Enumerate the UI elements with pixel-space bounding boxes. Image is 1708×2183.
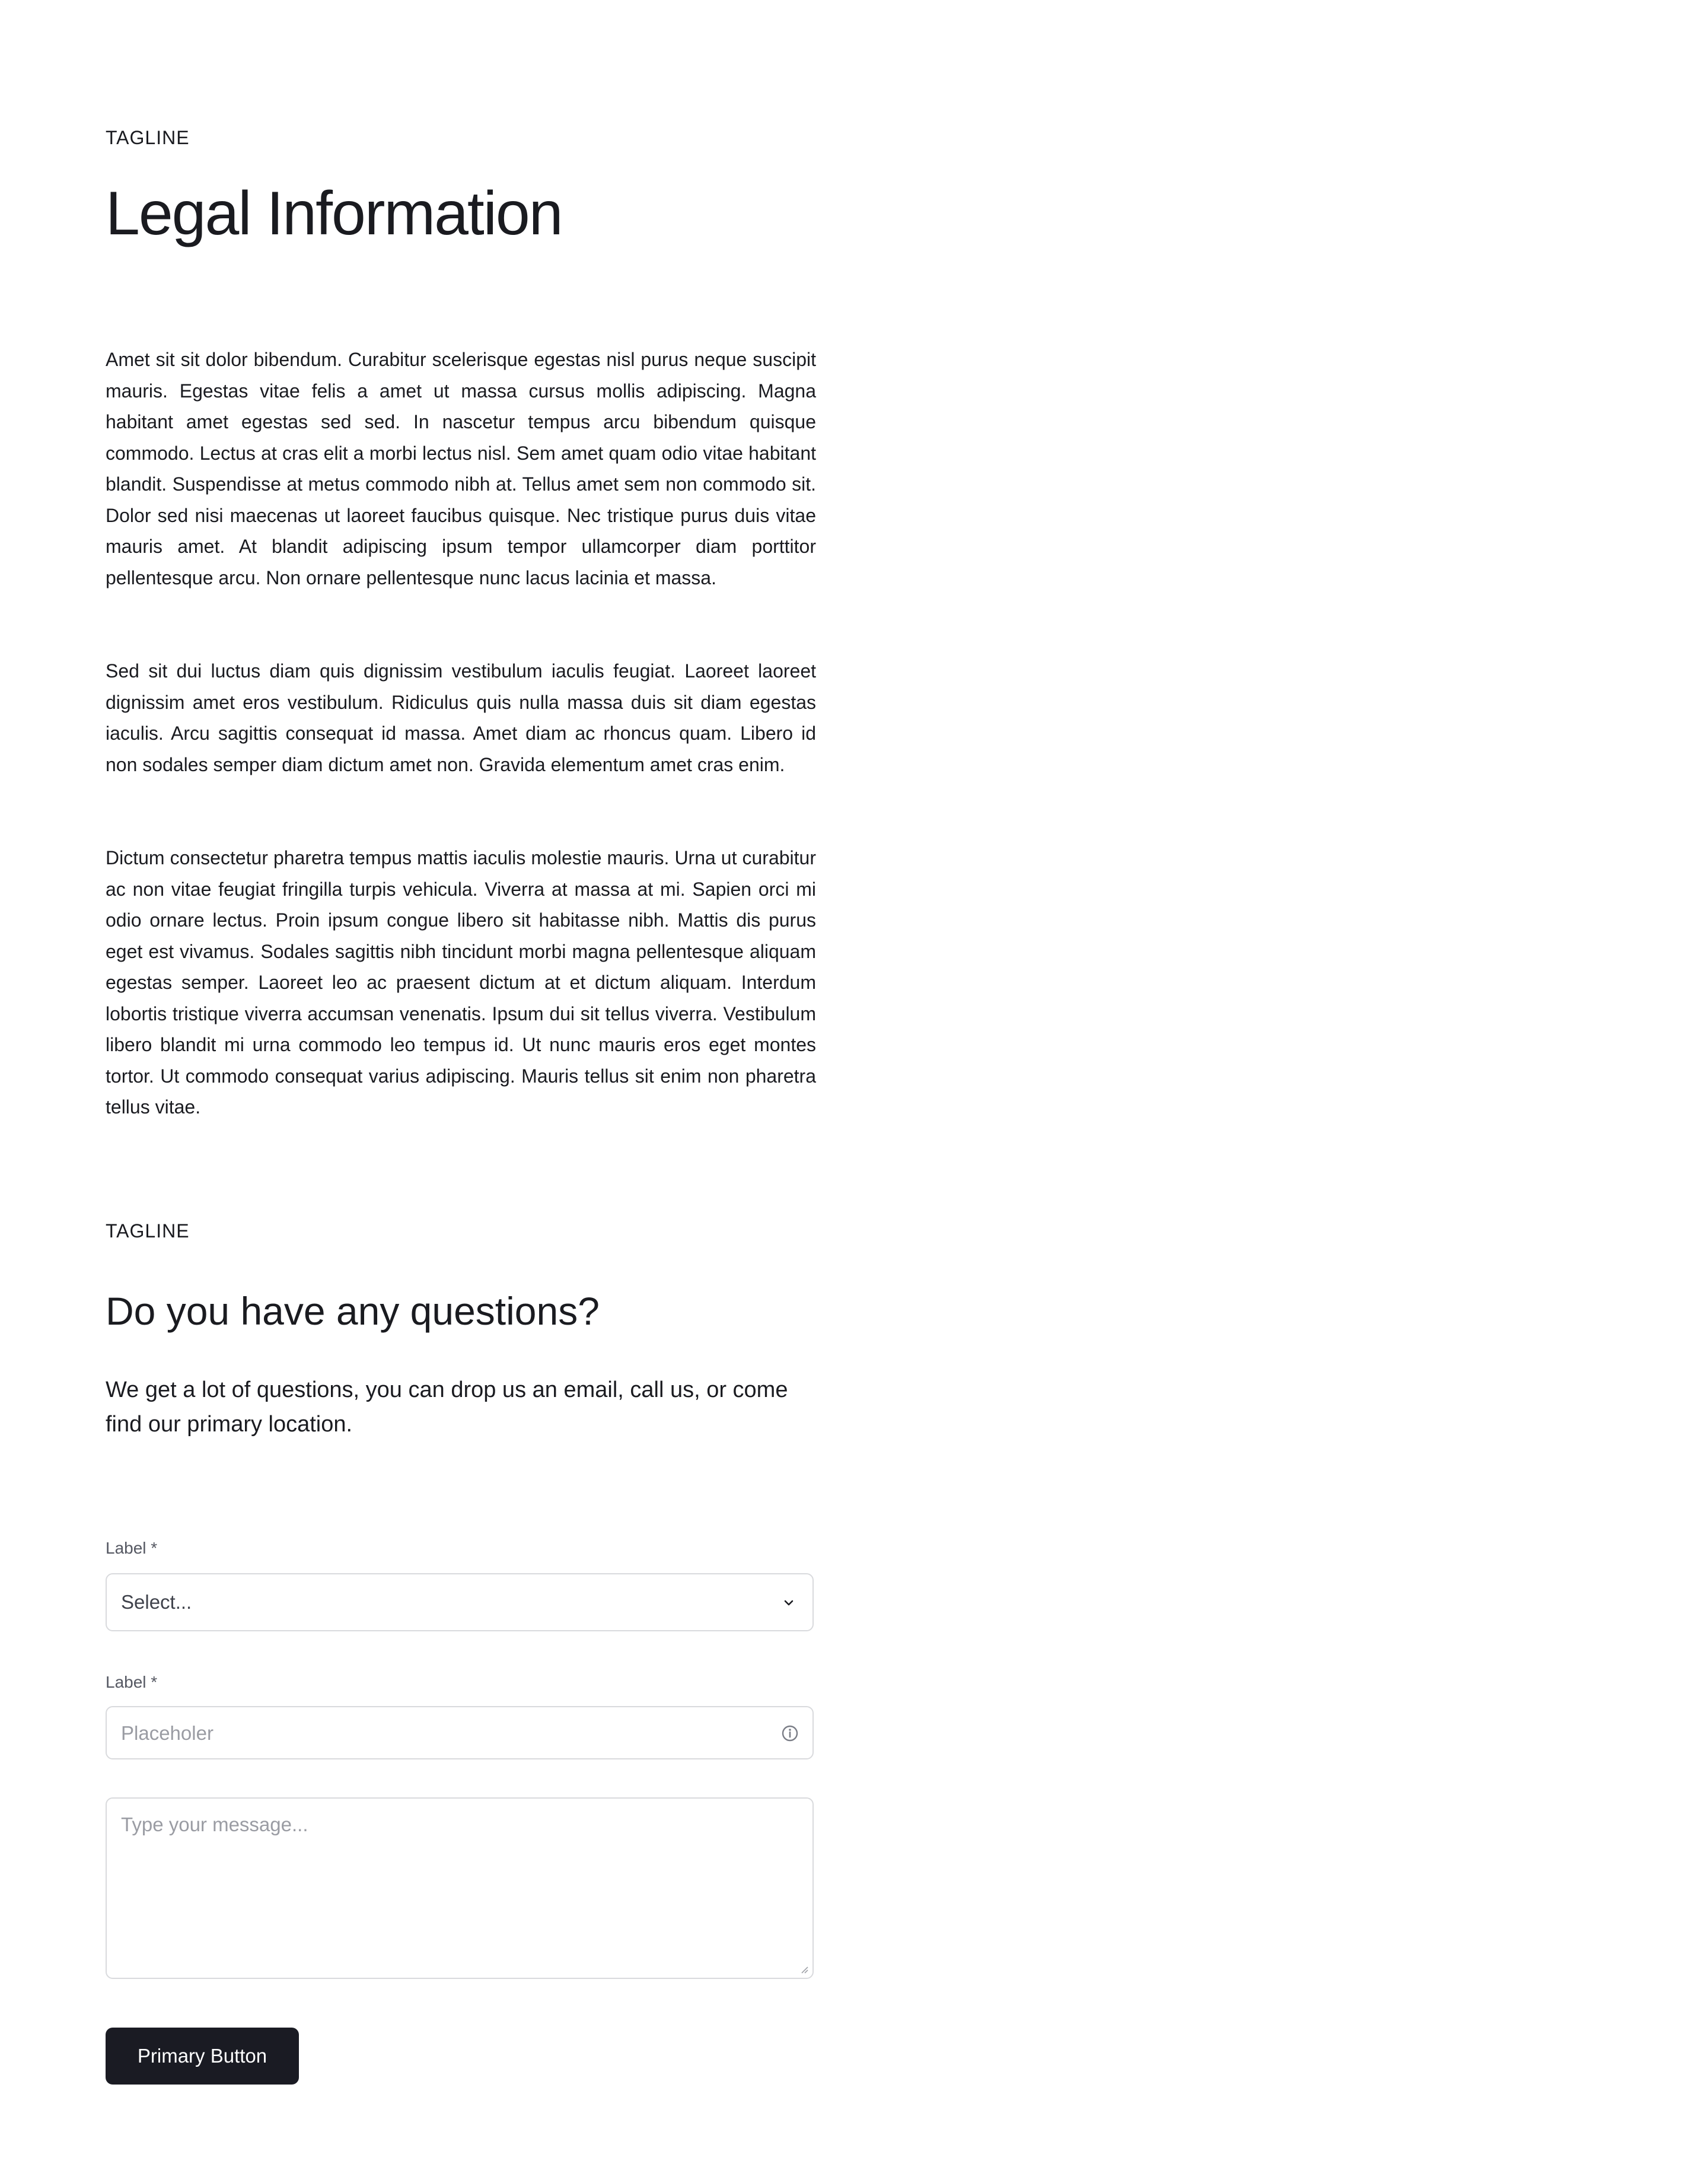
legal-title-wrap bbox=[106, 178, 816, 249]
required-mark: * bbox=[151, 1539, 158, 1557]
select-label-text: Label bbox=[106, 1539, 146, 1557]
contact-title-wrap bbox=[106, 1287, 816, 1335]
contact-tagline bbox=[106, 1219, 816, 1243]
tagline-text: TAGLINE bbox=[106, 1220, 190, 1242]
select-value: Select... bbox=[121, 1591, 192, 1613]
select-label bbox=[106, 1538, 816, 1559]
page-title: Legal Information bbox=[106, 179, 562, 248]
chevron-down-icon bbox=[780, 1595, 797, 1611]
section-description: We get a lot of questions, you can drop us an email, call us, or come find our primary location. bbox=[106, 1377, 788, 1437]
section-title: Do you have any questions? bbox=[106, 1289, 600, 1333]
info-icon bbox=[780, 1724, 799, 1743]
textarea-placeholder: Type your message... bbox=[121, 1813, 308, 1835]
legal-paragraph-3 bbox=[106, 842, 816, 1123]
required-mark: * bbox=[151, 1673, 158, 1691]
input-label bbox=[106, 1672, 816, 1693]
legal-tagline bbox=[106, 126, 816, 149]
message-textarea[interactable] bbox=[106, 1797, 814, 1979]
legal-paragraph-1 bbox=[106, 344, 816, 593]
primary-button[interactable]: Primary Button bbox=[106, 2028, 299, 2085]
input-label-text: Label bbox=[106, 1673, 146, 1691]
legal-paragraph-2 bbox=[106, 655, 816, 780]
legal-paragraph: Dictum consectetur pharetra tempus mattis iaculis molestie mauris. Urna ut curabitur ac non vitae feugiat fringilla turpis vehicula. Viverra at massa at mi. Sapien orci mi odio ornare lectus. Proin ipsum congue libero sit habitasse nibh. Mattis dis purus eget est vivamus. Sodales sagittis nibh tincidunt morbi magna pellentesque aliquam egestas semper. Laoreet leo ac praesent dictum at et dictum aliquam. Interdum lobortis tristique viverra accumsan venenatis. Ipsum dui sit tellus viverra. Vestibulum libero blandit mi urna commodo leo tempus id. Ut nunc mauris eros eget montes tortor. Ut commodo consequat varius adipiscing. Mauris tellus sit enim non pharetra tellus vitae. bbox=[106, 847, 816, 1118]
select-dropdown[interactable] bbox=[106, 1573, 814, 1631]
input-placeholder: Placeholer bbox=[121, 1722, 214, 1744]
contact-description-wrap bbox=[106, 1373, 816, 1441]
text-input[interactable] bbox=[106, 1706, 814, 1759]
resize-handle-icon[interactable] bbox=[799, 1965, 809, 1974]
legal-paragraph: Sed sit dui luctus diam quis dignissim vestibulum iaculis feugiat. Laoreet laoreet dignissim amet eros vestibulum. Ridiculus quis nulla massa duis sit diam egestas iaculis. Arcu sagittis consequat id massa. Amet diam ac rhoncus quam. Libero id non sodales semper diam dictum amet non. Gravida elementum amet cras enim. bbox=[106, 660, 816, 775]
legal-paragraph: Amet sit sit dolor bibendum. Curabitur scelerisque egestas nisl purus neque suscipit mauris. Egestas vitae felis a amet ut massa cursus mollis adipiscing. Magna habitant amet egestas sed sed. In nascetur tempus arcu bibendum quisque commodo. Lectus at cras elit a morbi lectus nisl. Sem amet quam odio vitae habitant blandit. Suspendisse at metus commodo nibh at. Tellus amet sem non commodo sit. Dolor sed nisi maecenas ut laoreet faucibus quisque. Nec tristique purus duis vitae mauris amet. At blandit adipiscing ipsum tempor ullamcorper diam porttitor pellentesque arcu. Non ornare pellentesque nunc lacus lacinia et massa. bbox=[106, 349, 816, 588]
tagline-text: TAGLINE bbox=[106, 127, 190, 148]
